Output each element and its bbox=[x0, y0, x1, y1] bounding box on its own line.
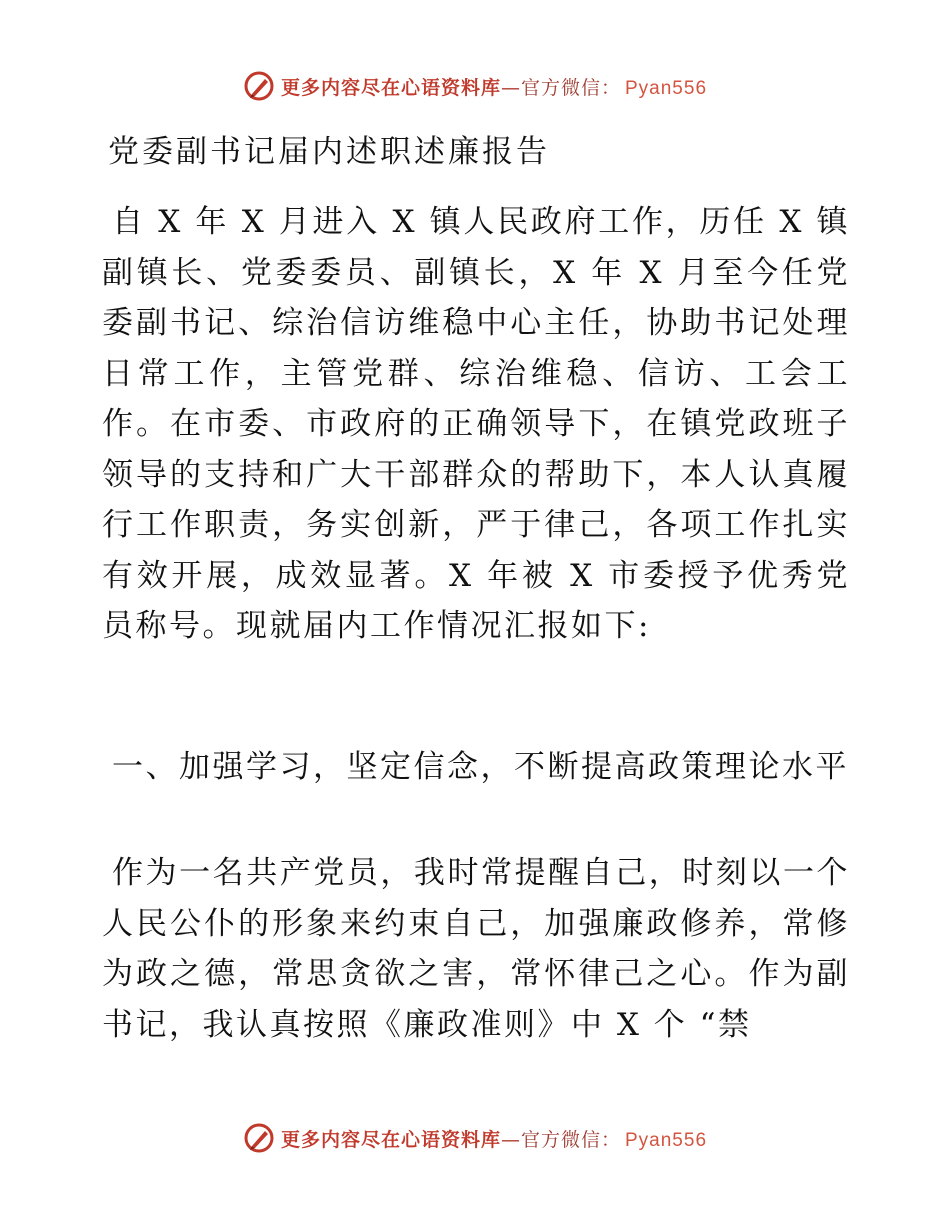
footer-watermark bbox=[0, 1122, 950, 1154]
section-heading-1: 一、加强学习，坚定信念，不断提高政策理论水平 bbox=[112, 749, 849, 785]
header-watermark bbox=[0, 70, 950, 102]
paragraph-section-1: 作为一名共产党员，我时常提醒自己，时刻以一个人民公仆的形象来约束自己，加强廉政修养，常修为政之德，常思贪欲之害，常怀律己之心。作为副书记，我认真按照《廉政准则》中 X 个 “禁 bbox=[102, 855, 850, 1043]
watermark-wechat-label: 官方微信： bbox=[520, 76, 621, 99]
watermark-wechat-id: Pyan556 bbox=[625, 1129, 708, 1151]
pen-logo-icon bbox=[243, 1122, 275, 1154]
pen-logo-icon bbox=[243, 70, 275, 102]
watermark-text bbox=[281, 1125, 707, 1152]
watermark-brand: 更多内容尽在心语资料库 bbox=[280, 1128, 501, 1151]
watermark-separator: — bbox=[500, 76, 521, 99]
document-title: 党委副书记届内述职述廉报告 bbox=[108, 134, 550, 170]
watermark-separator: — bbox=[500, 1128, 521, 1151]
watermark-wechat-label: 官方微信： bbox=[520, 1128, 621, 1151]
watermark-text bbox=[281, 73, 707, 100]
paragraph-intro: 自 X 年 X 月进入 X 镇人民政府工作，历任 X 镇副镇长、党委委员、副镇长，X 年 X 月至今任党委副书记、综治信访维稳中心主任，协助书记处理日常工作，主管党群、综治维稳、信访、工会工作。在市委、市政府的正确领导下，在镇党政班子领导的支持和广大干部群众的帮助下，本人认真履行工作职责，务实创新，严于律己，各项工作扎实有效开展，成效显著。X 年被 X 市委授予优秀党员称号。现就届内工作情况汇报如下: bbox=[102, 204, 850, 644]
watermark-wechat-id: Pyan556 bbox=[625, 77, 708, 99]
watermark-brand: 更多内容尽在心语资料库 bbox=[280, 76, 501, 99]
